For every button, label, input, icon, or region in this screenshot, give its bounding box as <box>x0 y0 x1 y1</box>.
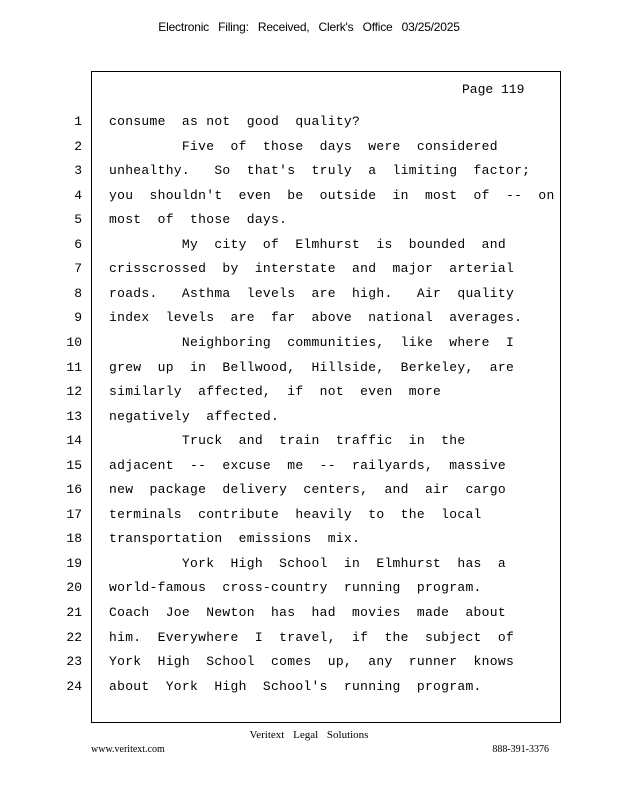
transcript-line: Neighboring communities, like where I <box>109 335 515 350</box>
transcript-line: My city of Elmhurst is bounded and <box>109 237 506 252</box>
transcript-line: similarly affected, if not even more <box>109 384 442 399</box>
line-number: 20 <box>66 580 82 595</box>
line-number: 4 <box>74 188 82 203</box>
transcript-line: York High School in Elmhurst has a <box>109 556 506 571</box>
footer-company: Veritext Legal Solutions <box>249 729 369 741</box>
transcript-line: terminals contribute heavily to the local <box>109 507 482 522</box>
line-number: 22 <box>66 630 82 645</box>
line-number: 24 <box>66 679 82 694</box>
transcript-line: index levels are far above national averages. <box>109 310 523 325</box>
filing-header: Electronic Filing: Received, Clerk's Office 03/25/2025 <box>158 20 460 34</box>
line-number: 9 <box>74 310 82 325</box>
line-number: 3 <box>74 163 82 178</box>
transcript-line: transportation emissions mix. <box>109 531 361 546</box>
transcript-line: roads. Asthma levels are high. Air quality <box>109 286 515 301</box>
line-number: 8 <box>74 286 82 301</box>
line-number: 17 <box>66 507 82 522</box>
transcript-line: negatively affected. <box>109 409 280 424</box>
line-number: 1 <box>74 114 82 129</box>
transcript-line: Truck and train traffic in the <box>109 433 466 448</box>
line-number: 12 <box>66 384 82 399</box>
line-number: 6 <box>74 237 82 252</box>
footer-phone: 888-391-3376 <box>492 744 549 755</box>
transcript-line: most of those days. <box>109 212 288 227</box>
line-number: 21 <box>66 605 82 620</box>
transcript-line: world-famous cross-country running program. <box>109 580 482 595</box>
line-number: 13 <box>66 409 82 424</box>
line-number: 16 <box>66 482 82 497</box>
transcript-line: York High School comes up, any runner knows <box>109 654 515 669</box>
transcript-line: Coach Joe Newton has had movies made about <box>109 605 506 620</box>
line-number: 15 <box>66 458 82 473</box>
transcript-line: unhealthy. So that's truly a limiting factor; <box>109 163 531 178</box>
line-number: 7 <box>74 261 82 276</box>
footer-website: www.veritext.com <box>91 744 165 755</box>
page-number: Page 119 <box>462 82 525 97</box>
line-number: 14 <box>66 433 82 448</box>
transcript-line: you shouldn't even be outside in most of -- on <box>109 188 555 203</box>
transcript-line: consume as not good quality? <box>109 114 361 129</box>
line-number: 2 <box>74 139 82 154</box>
line-number: 18 <box>66 531 82 546</box>
line-number: 10 <box>66 335 82 350</box>
transcript-line: adjacent -- excuse me -- railyards, massive <box>109 458 506 473</box>
transcript-line: about York High School's running program. <box>109 679 482 694</box>
transcript-line: grew up in Bellwood, Hillside, Berkeley, are <box>109 360 515 375</box>
transcript-line: crisscrossed by interstate and major arterial <box>109 261 515 276</box>
line-number: 11 <box>66 360 82 375</box>
transcript-line: him. Everywhere I travel, if the subject of <box>109 630 515 645</box>
transcript-line: Five of those days were considered <box>109 139 498 154</box>
line-number: 19 <box>66 556 82 571</box>
line-number: 5 <box>74 212 82 227</box>
line-number: 23 <box>66 654 82 669</box>
transcript-line: new package delivery centers, and air cargo <box>109 482 506 497</box>
